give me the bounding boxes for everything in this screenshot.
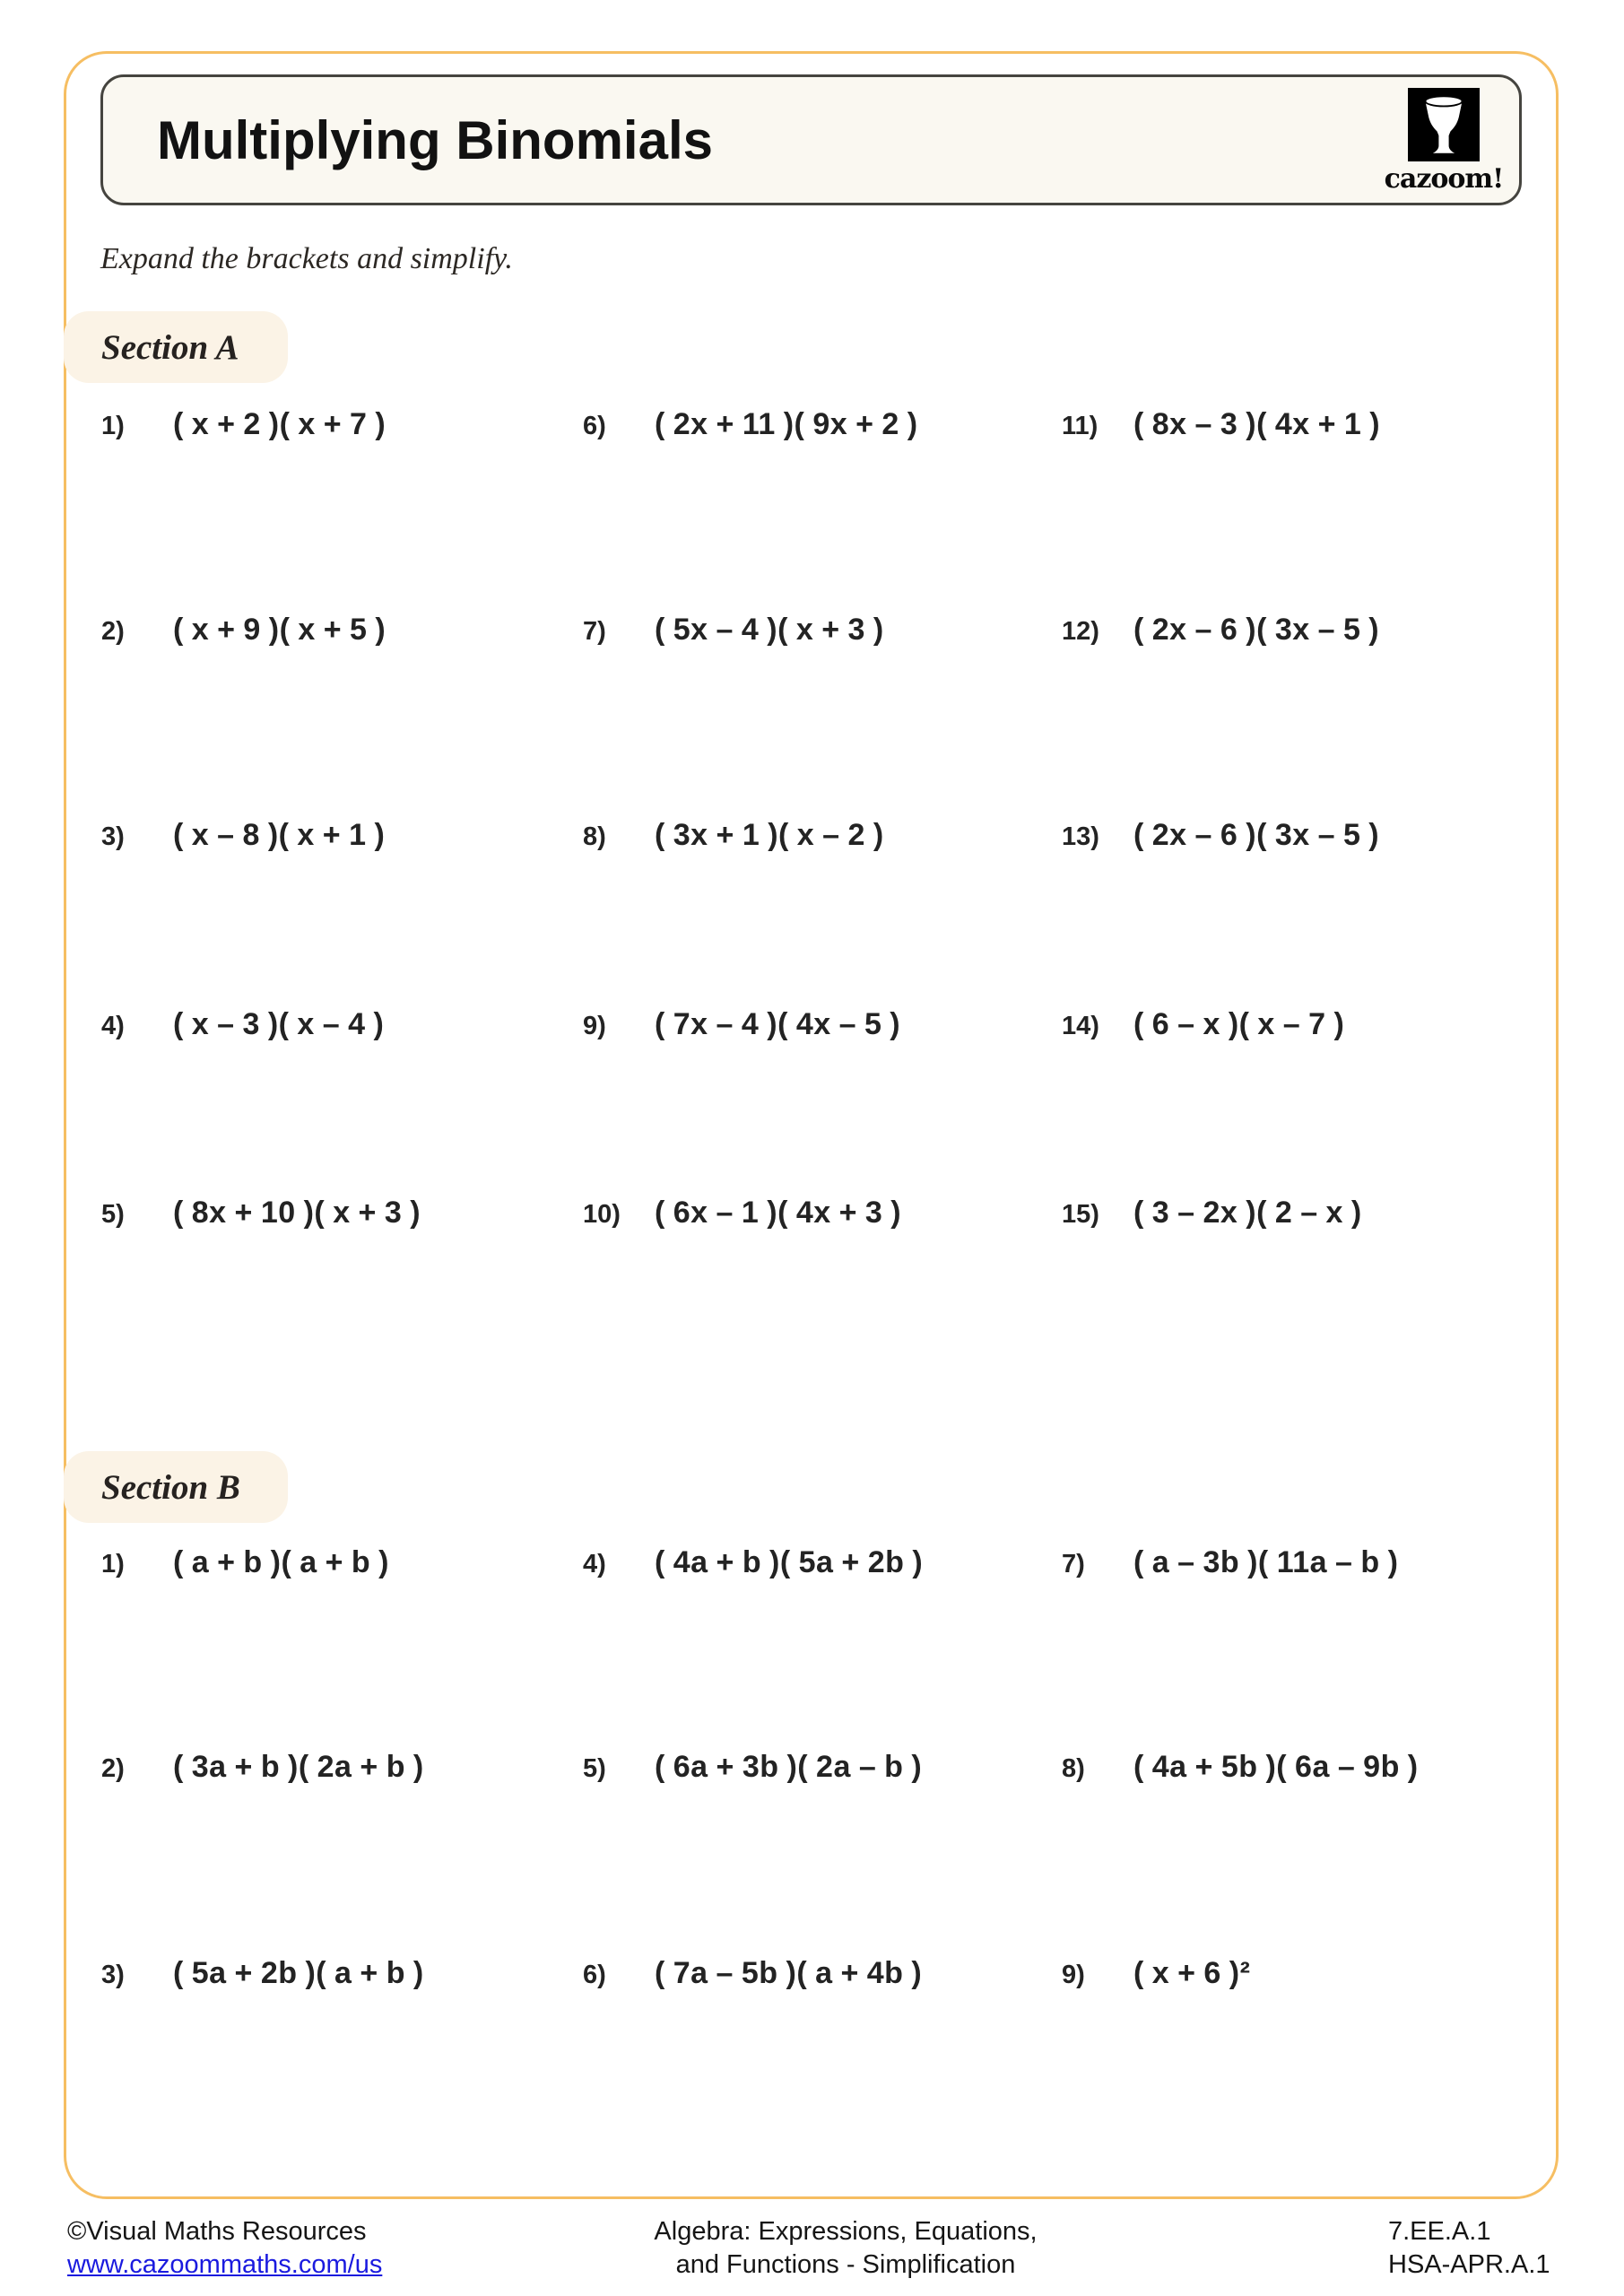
problem-item [101, 407, 386, 442]
problem-item [101, 818, 385, 853]
problem-expression: ( a + b )( a + b ) [173, 1545, 389, 1579]
problem-item [583, 1545, 923, 1580]
problem-item [1062, 1750, 1419, 1785]
problem-expression: ( 3a + b )( 2a + b ) [173, 1750, 424, 1784]
problem-expression: ( 5x – 4 )( x + 3 ) [655, 613, 884, 647]
problem-expression: ( 2x – 6 )( 3x – 5 ) [1133, 818, 1380, 852]
problem-number: 10) [583, 1200, 621, 1229]
problem-item [583, 1007, 900, 1042]
problem-expression: ( 2x – 6 )( 3x – 5 ) [1133, 613, 1380, 647]
problem-expression: ( 4a + b )( 5a + 2b ) [655, 1545, 924, 1579]
footer-topic-line1: Algebra: Expressions, Equations, [654, 2217, 1038, 2246]
footer-standard-1: 7.EE.A.1 [1388, 2217, 1491, 2246]
problem-item [1062, 1545, 1398, 1580]
problem-item [583, 1956, 922, 1991]
problem-expression: ( 2x + 11 )( 9x + 2 ) [655, 407, 918, 441]
problem-expression: ( x – 8 )( x + 1 ) [173, 818, 386, 852]
problem-item [101, 1956, 424, 1991]
problem-number: 3) [101, 1961, 125, 1989]
problem-item [1062, 1007, 1344, 1042]
problem-item [1062, 613, 1379, 648]
problem-expression: ( 4a + 5b )( 6a – 9b ) [1133, 1750, 1419, 1784]
problem-number: 7) [583, 617, 606, 646]
problem-item [101, 1545, 389, 1580]
problem-expression: ( x + 6 )² [1133, 1956, 1251, 1990]
problem-item [583, 1196, 901, 1231]
problem-number: 2) [101, 617, 125, 646]
problem-expression: ( 3 – 2x )( 2 – x ) [1133, 1196, 1362, 1230]
problem-number: 3) [101, 822, 125, 851]
footer-topic-line2: and Functions - Simplification [675, 2250, 1016, 2279]
cazoom-logo [1381, 88, 1507, 195]
footer-credit-block [67, 2215, 382, 2282]
problem-number: 5) [583, 1754, 606, 1783]
problem-item [583, 613, 884, 648]
problem-number: 4) [101, 1012, 125, 1040]
problem-number: 5) [101, 1200, 125, 1229]
section-a-header [64, 311, 288, 383]
worksheet-instruction: Expand the brackets and simplify. [100, 242, 513, 275]
problem-item [1062, 407, 1380, 442]
footer-standard-2: HSA-APR.A.1 [1388, 2250, 1550, 2279]
worksheet-title-box [100, 74, 1522, 205]
problem-number: 2) [101, 1754, 125, 1783]
problem-expression: ( 3x + 1 )( x – 2 ) [655, 818, 884, 852]
problem-item [1062, 1196, 1362, 1231]
problem-item [1062, 818, 1379, 853]
problem-expression: ( 5a + 2b )( a + b ) [173, 1956, 424, 1990]
problem-item [583, 1750, 922, 1785]
footer-credit: ©Visual Maths Resources [67, 2217, 367, 2246]
problem-expression: ( x + 2 )( x + 7 ) [173, 407, 386, 441]
djembe-drum-icon [1408, 88, 1480, 161]
problem-expression: ( 6a + 3b )( 2a – b ) [655, 1750, 923, 1784]
page-title: Multiplying Binomials [157, 109, 714, 170]
problem-expression: ( 8x + 10 )( x + 3 ) [173, 1196, 421, 1230]
problem-item [101, 1196, 421, 1231]
problem-number: 1) [101, 412, 125, 440]
problem-number: 8) [583, 822, 606, 851]
problem-expression: ( 7a – 5b )( a + 4b ) [655, 1956, 923, 1990]
logo-brand-text: cazoom! [1384, 163, 1504, 195]
problem-number: 4) [583, 1550, 606, 1578]
problem-number: 9) [583, 1012, 606, 1040]
problem-number: 12) [1062, 617, 1099, 646]
problem-item [101, 1007, 384, 1042]
footer-website-link[interactable]: www.cazoommaths.com/us [67, 2250, 383, 2279]
problem-expression: ( x – 3 )( x – 4 ) [173, 1007, 385, 1041]
problem-expression: ( x + 9 )( x + 5 ) [173, 613, 386, 647]
problem-number: 11) [1062, 412, 1099, 440]
problem-item [101, 613, 386, 648]
page-border-frame [64, 51, 1559, 2199]
problem-item [583, 407, 918, 442]
problem-number: 15) [1062, 1200, 1099, 1229]
section-b-header [64, 1451, 288, 1523]
problem-item [1062, 1956, 1250, 1991]
footer-topic-block [577, 2215, 1115, 2282]
problem-expression: ( 6x – 1 )( 4x + 3 ) [655, 1196, 902, 1230]
problem-number: 1) [101, 1550, 125, 1578]
problem-number: 9) [1062, 1961, 1085, 1989]
problem-expression: ( 6 – x )( x – 7 ) [1133, 1007, 1345, 1041]
section-b-label: Section B [101, 1467, 240, 1507]
problem-number: 14) [1062, 1012, 1099, 1040]
section-a-label: Section A [101, 327, 239, 367]
problem-expression: ( a – 3b )( 11a – b ) [1133, 1545, 1399, 1579]
problem-item [101, 1750, 424, 1785]
footer-standards-block [1388, 2215, 1550, 2282]
problem-number: 6) [583, 412, 606, 440]
problem-expression: ( 8x – 3 )( 4x + 1 ) [1133, 407, 1381, 441]
problem-number: 6) [583, 1961, 606, 1989]
problem-number: 8) [1062, 1754, 1085, 1783]
problem-item [583, 818, 884, 853]
problem-expression: ( 7x – 4 )( 4x – 5 ) [655, 1007, 901, 1041]
problem-number: 7) [1062, 1550, 1085, 1578]
problem-number: 13) [1062, 822, 1099, 851]
